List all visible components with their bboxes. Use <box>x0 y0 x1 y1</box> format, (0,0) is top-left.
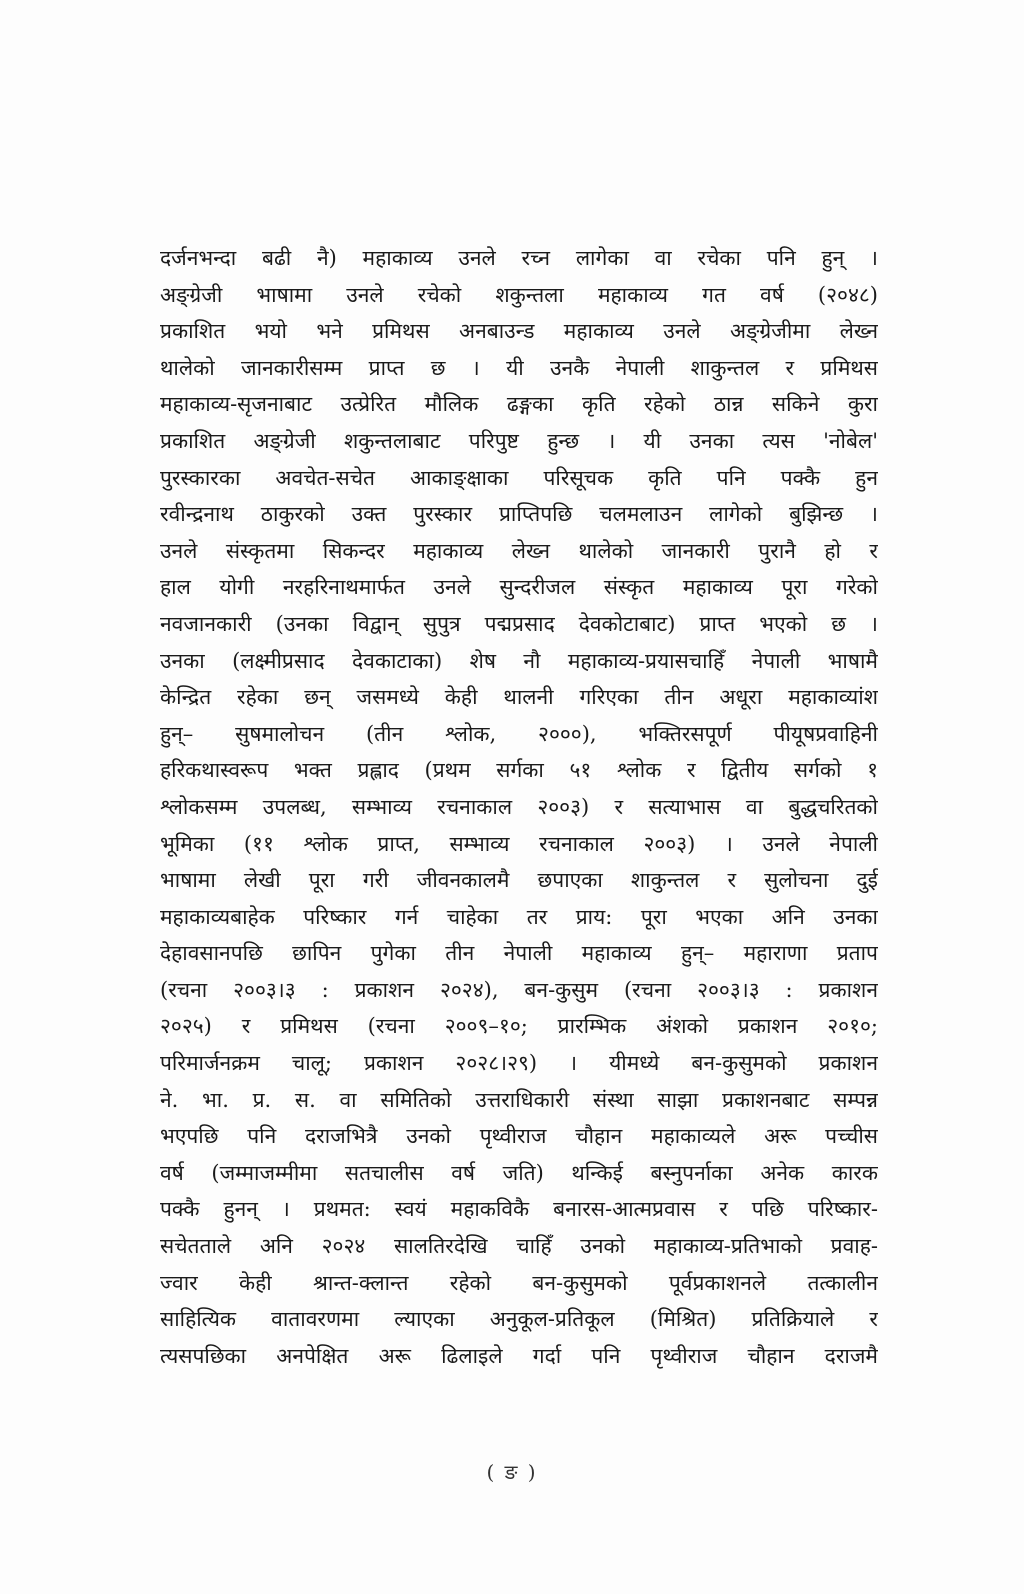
text-line: श्लोकसम्म उपलब्ध, सम्भाव्य रचनाकाल २००३) र सत्याभास वा बुद्धचरितको <box>160 794 878 819</box>
page-number: ( ङ ) <box>486 1460 538 1484</box>
text-line: प्रकाशित भयो भने प्रमिथस अनबाउन्ड महाकाव्य उनले अङ्ग्रेजीमा लेख्न <box>160 319 878 344</box>
text-line: भूमिका (११ श्लोक प्राप्त, सम्भाव्य रचनाकाल २००३) । उनले नेपाली <box>160 831 878 856</box>
text-line: वर्ष (जम्माजम्मीमा सतचालीस वर्ष जति) थन्किई बस्नुपर्नाका अनेक कारक <box>160 1160 878 1185</box>
text-line: देहावसानपछि छापिन पुगेका तीन नेपाली महाकाव्य हुन्– महाराणा प्रताप <box>160 941 878 966</box>
text-line: केन्द्रित रहेका छन् जसमध्ये केही थालनी गरिएका तीन अधूरा महाकाव्यांश <box>160 685 878 710</box>
text-line: २०२५) र प्रमिथस (रचना २००९–१०; प्रारम्भिक अंशको प्रकाशन २०१०; <box>160 1014 878 1039</box>
text-line: प्रकाशित अङ्ग्रेजी शकुन्तलाबाट परिपुष्ट हुन्छ । यी उनका त्यस 'नोबेल' <box>160 428 878 453</box>
text-line: हुन्– सुषमालोचन (तीन श्लोक, २०००), भक्तिरसपूर्ण पीयूषप्रवाहिनी <box>160 721 878 746</box>
text-line: भाषामा लेखी पूरा गरी जीवनकालमै छपाएका शाकुन्तल र सुलोचना दुई <box>160 868 878 893</box>
text-line: महाकाव्यबाहेक परिष्कार गर्न चाहेका तर प्राय: पूरा भएका अनि उनका <box>160 904 878 929</box>
text-line: परिमार्जनक्रम चालू; प्रकाशन २०२८।२९) । यीमध्ये बन-कुसुमको प्रकाशन <box>160 1051 878 1076</box>
text-line: पक्कै हुनन् । प्रथमत: स्वयं महाकविकै बनारस-आत्मप्रवास र पछि परिष्कार- <box>160 1197 878 1222</box>
text-line: ज्वार केही श्रान्त-क्लान्त रहेको बन-कुसुमको पूर्वप्रकाशनले तत्कालीन <box>160 1270 878 1295</box>
text-line: हरिकथास्वरूप भक्त प्रह्लाद (प्रथम सर्गका ५१ श्लोक र द्वितीय सर्गको १ <box>160 758 878 783</box>
body-text <box>160 240 878 1374</box>
text-line: अङ्ग्रेजी भाषामा उनले रचेको शकुन्तला महाकाव्य गत वर्ष (२०४८) <box>160 282 878 307</box>
text-line: उनले संस्कृतमा सिकन्दर महाकाव्य लेख्न थालेको जानकारी पुरानै हो र <box>160 538 878 563</box>
text-line: (रचना २००३।३ : प्रकाशन २०२४), बन-कुसुम (रचना २००३।३ : प्रकाशन <box>160 977 878 1002</box>
text-line: महाकाव्य-सृजनाबाट उत्प्रेरित मौलिक ढङ्गका कृति रहेको ठान्न सकिने कुरा <box>160 392 878 417</box>
text-line: भएपछि पनि दराजभित्रै उनको पृथ्वीराज चौहान महाकाव्यले अरू पच्चीस <box>160 1124 878 1149</box>
text-line: नवजानकारी (उनका विद्वान् सुपुत्र पद्मप्रसाद देवकोटाबाट) प्राप्त भएको छ । <box>160 611 878 636</box>
text-line: पुरस्कारका अवचेत-सचेत आकाङ्क्षाका परिसूचक कृति पनि पक्कै हुन <box>160 465 878 490</box>
text-line: उनका (लक्ष्मीप्रसाद देवकाटाका) शेष नौ महाकाव्य-प्रयासचाहिँ नेपाली भाषामै <box>160 648 878 673</box>
text-line: दर्जनभन्दा बढी नै) महाकाव्य उनले रच्न लागेका वा रचेका पनि हुन् । <box>160 246 878 270</box>
text-line: त्यसपछिका अनपेक्षित अरू ढिलाइले गर्दा पनि पृथ्वीराज चौहान दराजमै <box>160 1343 878 1368</box>
text-line: रवीन्द्रनाथ ठाकुरको उक्त पुरस्कार प्राप्तिपछि चलमलाउन लागेको बुझिन्छ । <box>160 502 878 527</box>
text-line: साहित्यिक वातावरणमा ल्याएका अनुकूल-प्रतिकूल (मिश्रित) प्रतिक्रियाले र <box>160 1307 878 1332</box>
text-line: थालेको जानकारीसम्म प्राप्त छ । यी उनकै नेपाली शाकुन्तल र प्रमिथस <box>160 355 878 380</box>
text-line: सचेतताले अनि २०२४ सालतिरदेखि चाहिँ उनको महाकाव्य-प्रतिभाको प्रवाह- <box>160 1234 878 1259</box>
text-line: ने. भा. प्र. स. वा समितिको उत्तराधिकारी संस्था साझा प्रकाशनबाट सम्पन्न <box>160 1087 878 1112</box>
text-line: हाल योगी नरहरिनाथमार्फत उनले सुन्दरीजल संस्कृत महाकाव्य पूरा गरेको <box>160 575 878 600</box>
